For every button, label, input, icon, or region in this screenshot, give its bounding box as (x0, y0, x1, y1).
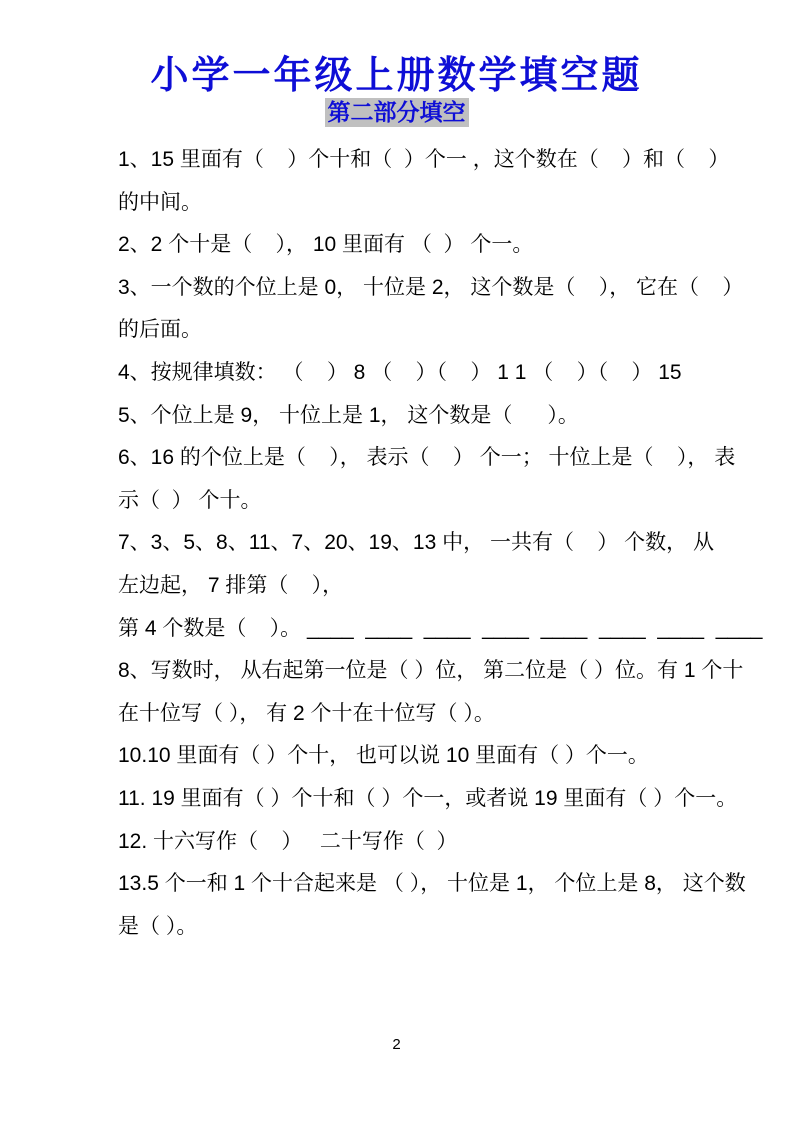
question-3-line-1: 3、一个数的个位上是 0， 十位是 2， 这个数是（ ）， 它在（ ） (118, 275, 744, 299)
question-12-line-1: 12. 十六写作（ ） 二十写作（ ） (118, 829, 458, 853)
question-8-line-1: 8、写数时， 从右起第一位是（ ）位， 第二位是（ ）位。有 1 个十 (118, 659, 744, 683)
question-7-line-1: 7、3、5、8、11、7、20、19、13 中， 一共有（ ） 个数， 从 (118, 531, 714, 555)
document-title: 小学一年级上册数学填空题 (150, 55, 643, 97)
question-7-line-3: 第 4 个数是（ ）。 ____ ____ ____ ____ ____ ____ ____ ____ (118, 616, 763, 640)
page-number: 2 (392, 1036, 401, 1053)
question-1-line-2: 的中间。 (118, 190, 202, 214)
question-7-line-2: 左边起， 7 排第（ ）， (118, 573, 344, 597)
question-4-line-1: 4、按规律填数： （ ） 8 （ ）（ ） 1 1 （ ）（ ） 15 (118, 360, 682, 384)
question-8-line-2: 在十位写（ ）， 有 2 个十在十位写（ ）。 (118, 701, 495, 725)
question-13-line-2: 是（ ）。 (118, 914, 198, 938)
section-heading: 第二部分填空 (325, 98, 469, 127)
question-1-line-1: 1、15 里面有（ ）个十和（ ）个一 ，这个数在（ ）和（ ） (118, 148, 730, 171)
question-11-line-1: 11. 19 里面有（ ）个十和（ ）个一，或者说 19 里面有（ ）个一。 (118, 786, 738, 810)
question-5-line-1: 5、个位上是 9， 十位上是 1， 这个数是（ ）。 (118, 403, 579, 427)
question-13-line-1: 13.5 个一和 1 个十合起来是 （ ）， 十位是 1， 个位上是 8， 这个数 (118, 872, 746, 896)
worksheet-body (118, 148, 763, 957)
question-3-line-2: 的后面。 (118, 318, 202, 342)
question-6-line-1: 6、16 的个位上是（ ）， 表示（ ） 个一； 十位上是（ ）， 表 (118, 446, 736, 470)
section-heading-row (0, 98, 793, 127)
question-6-line-2: 示（ ） 个十。 (118, 488, 262, 512)
question-10-line-1: 10.10 里面有（ ）个十， 也可以说 10 里面有（ ）个一。 (118, 744, 649, 768)
question-2-line-1: 2、2 个十是（ ）， 10 里面有 （ ） 个一。 (118, 233, 534, 257)
